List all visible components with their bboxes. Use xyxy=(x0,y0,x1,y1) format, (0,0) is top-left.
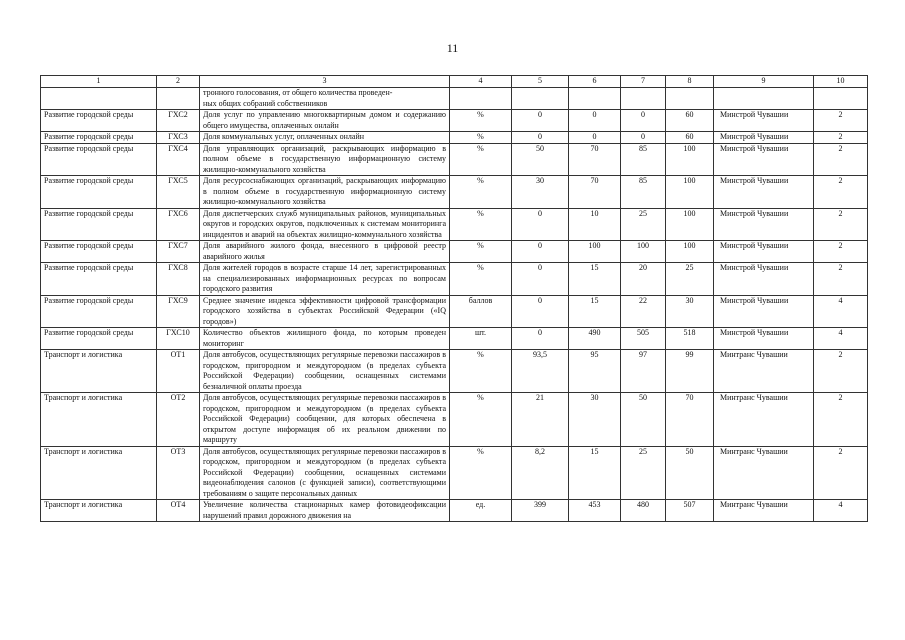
table-row xyxy=(41,176,868,209)
cell-org: Минтранс Чувашии xyxy=(714,393,814,447)
cell-value: 0 xyxy=(512,208,569,241)
cell-col10: 4 xyxy=(814,328,868,350)
cell-col10: 4 xyxy=(814,500,868,522)
cell-value: 0 xyxy=(569,132,621,144)
cell-col10 xyxy=(814,88,868,110)
cell-value: 85 xyxy=(621,143,666,176)
cell-col10: 2 xyxy=(814,446,868,500)
cell-unit: ед. xyxy=(450,500,512,522)
cell-value: 10 xyxy=(569,208,621,241)
cell-value: 50 xyxy=(512,143,569,176)
cell-value: 100 xyxy=(666,143,714,176)
cell-direction: Транспорт и логистика xyxy=(41,500,157,522)
cell-value: 22 xyxy=(621,295,666,328)
table-row xyxy=(41,132,868,144)
cell-value: 85 xyxy=(621,176,666,209)
cell-value xyxy=(512,88,569,110)
cell-org: Минстрой Чувашии xyxy=(714,110,814,132)
header-cell: 1 xyxy=(41,76,157,88)
cell-col10: 2 xyxy=(814,143,868,176)
cell-indicator-name: Доля автобусов, осуществляющих регулярные перевозки пассажиров в городском, пригородном и междугородном (в пределах субъекта Российской Федерации) сообщении, для которых обеспечена в открытом доступе информация об их реальном движении по маршруту xyxy=(200,393,450,447)
cell-value: 0 xyxy=(621,132,666,144)
cell-value: 0 xyxy=(512,241,569,263)
cell-code: ГХС5 xyxy=(157,176,200,209)
cell-col10: 2 xyxy=(814,110,868,132)
cell-col10: 2 xyxy=(814,241,868,263)
cell-value: 100 xyxy=(621,241,666,263)
cell-org: Минстрой Чувашии xyxy=(714,132,814,144)
cell-value: 30 xyxy=(512,176,569,209)
cell-value: 50 xyxy=(621,393,666,447)
cell-direction: Транспорт и логистика xyxy=(41,393,157,447)
cell-code: ОТ4 xyxy=(157,500,200,522)
cell-value: 0 xyxy=(512,328,569,350)
cell-value: 0 xyxy=(569,110,621,132)
cell-col10: 2 xyxy=(814,132,868,144)
cell-value: 15 xyxy=(569,295,621,328)
cell-value: 70 xyxy=(569,143,621,176)
cell-org: Минстрой Чувашии xyxy=(714,241,814,263)
cell-indicator-name: Среднее значение индекса эффективности цифровой трансформации городского хозяйства в субъектах Российской Федерации («IQ городов») xyxy=(200,295,450,328)
cell-value: 30 xyxy=(666,295,714,328)
cell-indicator-name: Доля диспетчерских служб муниципальных районов, муниципальных округов и городских округов, подключенных к системам мониторинга инцидентов и аварий на объектах жилищно-коммунального хозяйства xyxy=(200,208,450,241)
cell-org: Минстрой Чувашии xyxy=(714,208,814,241)
cell-org: Минстрой Чувашии xyxy=(714,143,814,176)
cell-value xyxy=(666,88,714,110)
cell-code: ОТ3 xyxy=(157,446,200,500)
cell-value: 518 xyxy=(666,328,714,350)
cell-code xyxy=(157,88,200,110)
cell-org: Минстрой Чувашии xyxy=(714,263,814,296)
table-row xyxy=(41,393,868,447)
cell-direction: Транспорт и логистика xyxy=(41,350,157,393)
cell-indicator-name: Доля ресурсоснабжающих организаций, раскрывающих информацию в полном объеме в государственную информационную систему жилищно-коммунального хозяйства xyxy=(200,176,450,209)
cell-direction: Развитие городской среды xyxy=(41,328,157,350)
cell-value: 100 xyxy=(666,208,714,241)
continuation-row xyxy=(41,88,868,110)
header-cell: 7 xyxy=(621,76,666,88)
table-row xyxy=(41,110,868,132)
cell-value: 0 xyxy=(512,295,569,328)
cell-unit: баллов xyxy=(450,295,512,328)
cell-direction: Развитие городской среды xyxy=(41,132,157,144)
cell-org: Минтранс Чувашии xyxy=(714,500,814,522)
cell-indicator-name: Количество объектов жилищного фонда, по которым проведен мониторинг xyxy=(200,328,450,350)
cell-code: ГХС7 xyxy=(157,241,200,263)
cell-value: 15 xyxy=(569,263,621,296)
cell-value: 93,5 xyxy=(512,350,569,393)
cell-unit: % xyxy=(450,110,512,132)
cell-col10: 2 xyxy=(814,208,868,241)
cell-value: 0 xyxy=(621,110,666,132)
cell-value xyxy=(569,88,621,110)
table-row xyxy=(41,328,868,350)
cell-direction: Развитие городской среды xyxy=(41,176,157,209)
header-cell: 4 xyxy=(450,76,512,88)
cell-unit: % xyxy=(450,176,512,209)
cell-value: 99 xyxy=(666,350,714,393)
cell-unit xyxy=(450,88,512,110)
cell-org: Минстрой Чувашии xyxy=(714,295,814,328)
table-row xyxy=(41,263,868,296)
cell-unit: % xyxy=(450,393,512,447)
cell-code: ОТ1 xyxy=(157,350,200,393)
cell-indicator-name: Доля управляющих организаций, раскрывающих информацию в полном объеме в государственную информационную систему жилищно-коммунального хозяйства xyxy=(200,143,450,176)
cell-value: 0 xyxy=(512,132,569,144)
cell-col10: 4 xyxy=(814,295,868,328)
cell-indicator-name: Доля автобусов, осуществляющих регулярные перевозки пассажиров в городском, пригородном и междугородном (в пределах субъекта Российской Федерации) сообщении, оснащенных системами видеонаблюдения салонов (с функцией записи), соответствующими требованиям о защите персональных данных xyxy=(200,446,450,500)
cell-unit: % xyxy=(450,241,512,263)
cell-indicator-name: Доля автобусов, осуществляющих регулярные перевозки пассажиров в городском, пригородном и междугородном (в пределах субъекта Российской Федерации) сообщении, оснащенных системами безналичной оплаты проезда xyxy=(200,350,450,393)
cell-code: ГХС10 xyxy=(157,328,200,350)
cell-org: Минтранс Чувашии xyxy=(714,446,814,500)
cell-indicator-name: Увеличение количества стационарных камер фотовидеофиксации нарушений правил дорожного движения на xyxy=(200,500,450,522)
cell-org: Минстрой Чувашии xyxy=(714,176,814,209)
header-cell: 5 xyxy=(512,76,569,88)
cell-value: 25 xyxy=(666,263,714,296)
cell-value: 8,2 xyxy=(512,446,569,500)
header-cell: 9 xyxy=(714,76,814,88)
cell-unit: % xyxy=(450,263,512,296)
cell-value: 70 xyxy=(666,393,714,447)
cell-indicator-name: Доля услуг по управлению многоквартирным домом и содержанию общего имущества, оплаченных онлайн xyxy=(200,110,450,132)
table-row xyxy=(41,350,868,393)
cell-code: ГХС3 xyxy=(157,132,200,144)
cell-value: 15 xyxy=(569,446,621,500)
cell-value: 399 xyxy=(512,500,569,522)
cell-value: 20 xyxy=(621,263,666,296)
cell-value: 60 xyxy=(666,132,714,144)
cell-value: 21 xyxy=(512,393,569,447)
cell-code: ГХС2 xyxy=(157,110,200,132)
cell-direction: Транспорт и логистика xyxy=(41,446,157,500)
cell-code: ОТ2 xyxy=(157,393,200,447)
cell-unit: шт. xyxy=(450,328,512,350)
header-cell: 6 xyxy=(569,76,621,88)
cell-value: 0 xyxy=(512,110,569,132)
cell-col10: 2 xyxy=(814,350,868,393)
cell-indicator-name: Доля аварийного жилого фонда, внесенного в цифровой реестр аварийного жилья xyxy=(200,241,450,263)
cell-value: 100 xyxy=(666,176,714,209)
cell-direction: Развитие городской среды xyxy=(41,143,157,176)
cell-value: 25 xyxy=(621,208,666,241)
cell-unit: % xyxy=(450,132,512,144)
cell-value: 100 xyxy=(569,241,621,263)
cell-org: Минтранс Чувашии xyxy=(714,350,814,393)
cell-unit: % xyxy=(450,208,512,241)
table-row xyxy=(41,208,868,241)
header-cell: 2 xyxy=(157,76,200,88)
cell-unit: % xyxy=(450,143,512,176)
table-row xyxy=(41,446,868,500)
cell-value: 60 xyxy=(666,110,714,132)
cell-code: ГХС4 xyxy=(157,143,200,176)
cell-value: 490 xyxy=(569,328,621,350)
cell-value: 100 xyxy=(666,241,714,263)
cell-value: 505 xyxy=(621,328,666,350)
cell-code: ГХС8 xyxy=(157,263,200,296)
page-number: 11 xyxy=(446,41,459,55)
cell-value: 25 xyxy=(621,446,666,500)
cell-org: Минстрой Чувашии xyxy=(714,328,814,350)
table-header-row xyxy=(41,76,868,88)
cell-value: 453 xyxy=(569,500,621,522)
cell-value: 480 xyxy=(621,500,666,522)
cell-direction xyxy=(41,88,157,110)
cell-direction: Развитие городской среды xyxy=(41,208,157,241)
cell-col10: 2 xyxy=(814,263,868,296)
cell-value: 50 xyxy=(666,446,714,500)
header-cell: 8 xyxy=(666,76,714,88)
cell-code: ГХС9 xyxy=(157,295,200,328)
table-row xyxy=(41,143,868,176)
cell-unit: % xyxy=(450,446,512,500)
cell-direction: Развитие городской среды xyxy=(41,295,157,328)
table-row xyxy=(41,241,868,263)
cell-value: 70 xyxy=(569,176,621,209)
cell-code: ГХС6 xyxy=(157,208,200,241)
header-cell: 10 xyxy=(814,76,868,88)
cell-indicator-name: Доля коммунальных услуг, оплаченных онлайн xyxy=(200,132,450,144)
cell-value: 0 xyxy=(512,263,569,296)
cell-value: 97 xyxy=(621,350,666,393)
cell-indicator-name: тронного голосования, от общего количества проведен- ных общих собраний собственников xyxy=(200,88,450,110)
cell-value: 95 xyxy=(569,350,621,393)
cell-direction: Развитие городской среды xyxy=(41,241,157,263)
cell-value xyxy=(621,88,666,110)
cell-direction: Развитие городской среды xyxy=(41,263,157,296)
cell-direction: Развитие городской среды xyxy=(41,110,157,132)
cell-indicator-name: Доля жителей городов в возрасте старше 14 лет, зарегистрированных на специализированных информационных ресурсах по вопросам городского развития xyxy=(200,263,450,296)
header-cell: 3 xyxy=(200,76,450,88)
table-row xyxy=(41,500,868,522)
indicators-table xyxy=(40,75,868,522)
cell-col10: 2 xyxy=(814,176,868,209)
cell-org xyxy=(714,88,814,110)
cell-unit: % xyxy=(450,350,512,393)
table-row xyxy=(41,295,868,328)
cell-value: 30 xyxy=(569,393,621,447)
cell-value: 507 xyxy=(666,500,714,522)
cell-col10: 2 xyxy=(814,393,868,447)
